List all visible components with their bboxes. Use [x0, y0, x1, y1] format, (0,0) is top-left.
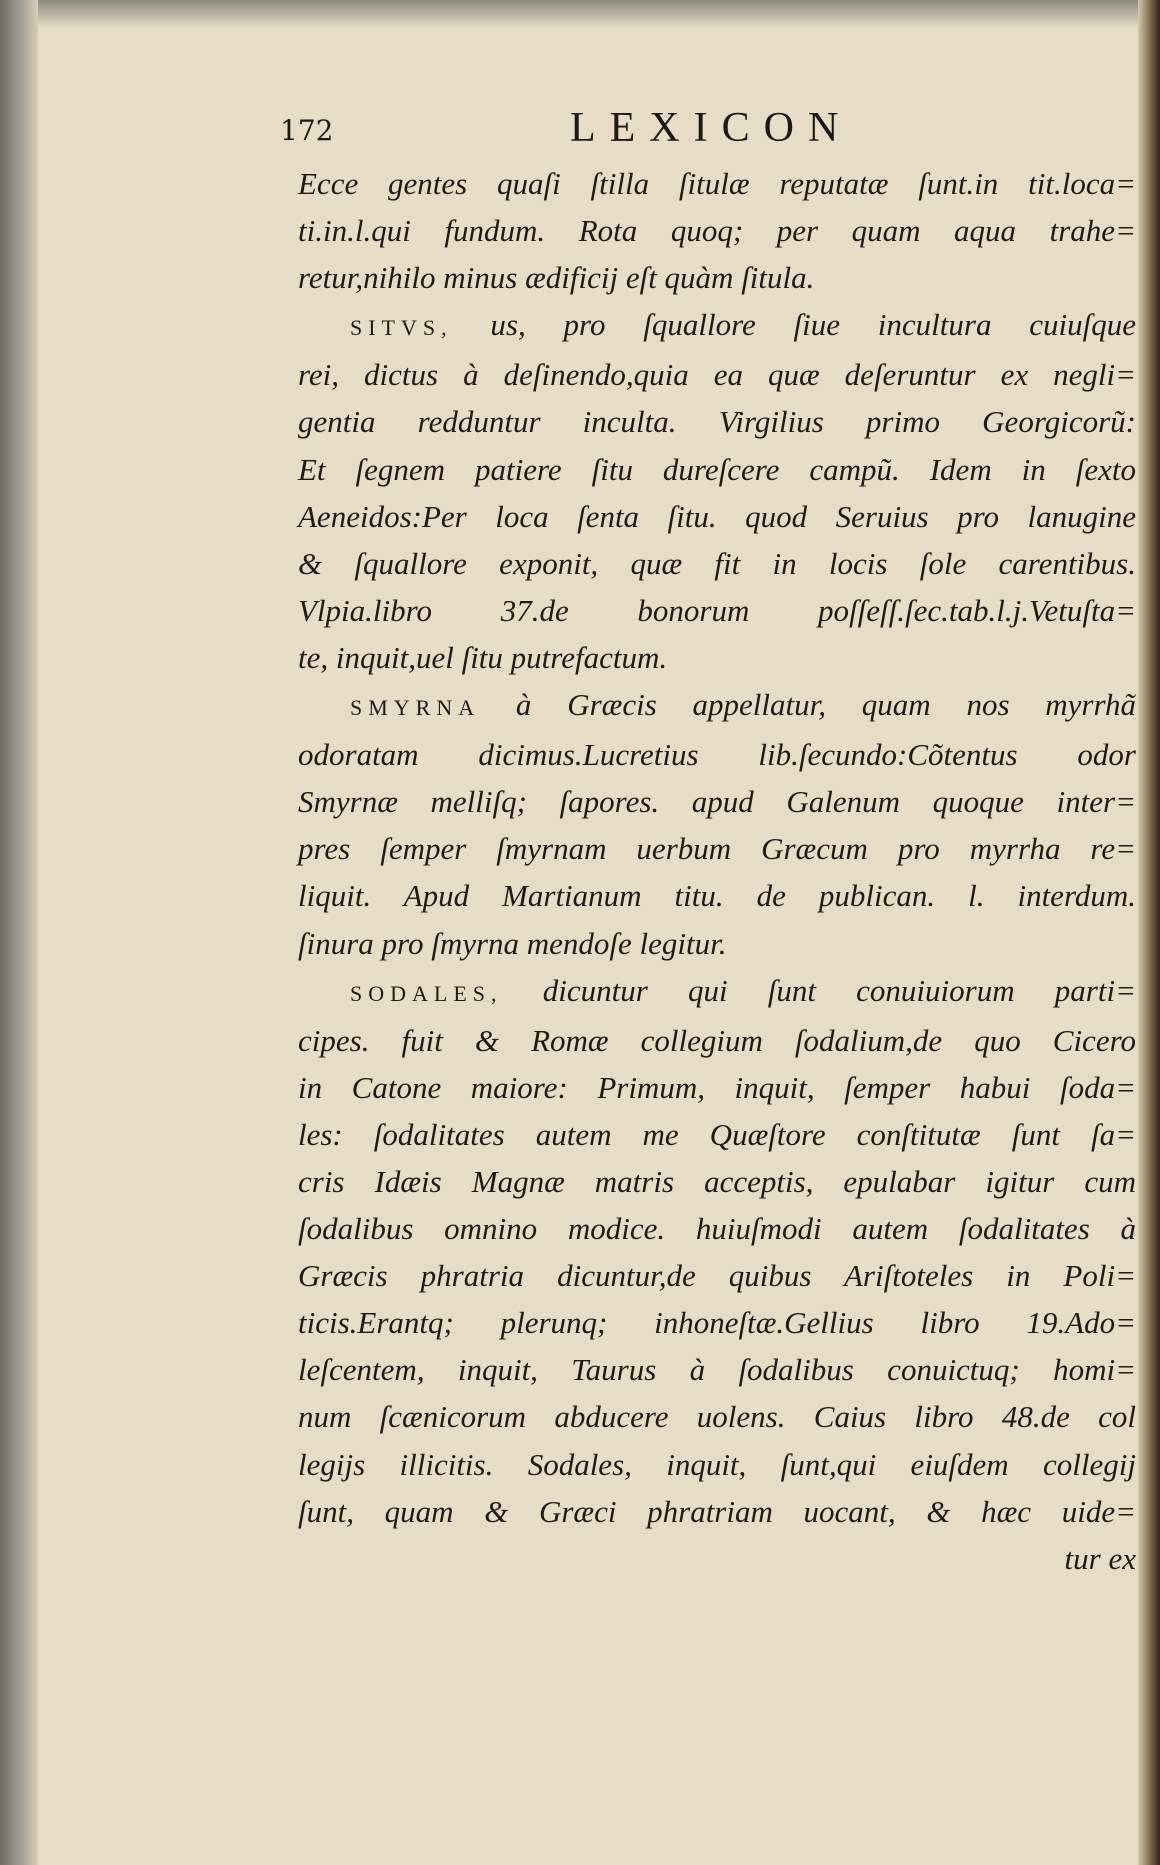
- text-line: ſodalibus omnino modice. huiuſmodi autem ſodalitates à: [298, 1211, 1136, 1247]
- scan-left-shadow: [0, 0, 38, 1865]
- page-right-edge: [1138, 0, 1160, 1865]
- entry-first-line: [298, 967, 1136, 1017]
- text-line: pres ſemper ſmyrnam uerbum Græcum pro myrrha re=: [298, 831, 1136, 867]
- text-line: Et ſegnem patiere ſitu dureſcere campũ. Idem in ſexto: [298, 451, 1136, 487]
- body-text: [298, 160, 1136, 1582]
- headword: SMYRNA: [350, 695, 481, 721]
- text-line: ticis.Erantq; plerunq; inhoneſtæ.Gellius libro 19.Ado=: [298, 1305, 1136, 1341]
- text-line: gentia redduntur inculta. Virgilius primo Georgicorũ:: [298, 404, 1136, 440]
- text-line: ſunt, quam & Græci phratriam uocant, & hæc uide=: [298, 1493, 1136, 1529]
- text-line: leſcentem, inquit, Taurus à ſodalibus conuictuq; homi=: [298, 1352, 1136, 1388]
- text-line: Vlpia.libro 37.de bonorum poſſeſſ.ſec.tab.l.j.Vetuſta=: [298, 592, 1136, 628]
- headword: SITVS,: [350, 315, 453, 341]
- text-line: legijs illicitis. Sodales, inquit, ſunt,qui eiuſdem collegij: [298, 1446, 1136, 1482]
- text-line: les: ſodalitates autem me Quæſtore conſtitutæ ſunt ſa=: [298, 1116, 1136, 1152]
- text-line: Ecce gentes quaſi ſtilla ſitulæ reputatæ ſunt.in tit.loca=: [298, 166, 1136, 201]
- text-line: & ſquallore exponit, quæ fit in locis ſole carentibus.: [298, 545, 1136, 581]
- headword: SODALES,: [350, 980, 503, 1006]
- text-line: dicuntur qui ſunt conuiuiorum parti=: [542, 972, 1136, 1008]
- running-title: LEXICON: [570, 105, 853, 151]
- text-line: Aeneidos:Per loca ſenta ſitu. quod Seruius pro lanugine: [298, 498, 1136, 534]
- catchword: tur ex: [1064, 1540, 1136, 1576]
- text-line: à Græcis appellatur, quam nos myrrhã: [515, 687, 1136, 723]
- text-line: te, inquit,uel ſitu putrefactum.: [298, 639, 668, 675]
- text-line: cris Idæis Magnæ matris acceptis, epulabar igitur cum: [298, 1163, 1136, 1199]
- text-line: Græcis phratria dicuntur,de quibus Ariſtoteles in Poli=: [298, 1258, 1136, 1294]
- text-line: us, pro ſquallore ſiue incultura cuiuſque: [490, 307, 1136, 343]
- text-line: ti.in.l.qui fundum. Rota quoq; per quam aqua trahe=: [298, 213, 1136, 249]
- text-line: odoratam dicimus.Lucretius lib.ſecundo:Cõtentus odor: [298, 737, 1136, 773]
- text-line: num ſcænicorum abducere uolens. Caius libro 48.de col: [298, 1399, 1136, 1435]
- text-line: liquit. Apud Martianum titu. de publican. l. interdum.: [298, 878, 1136, 914]
- page-header: [280, 104, 1080, 151]
- text-line: retur,nihilo minus ædificij eſt quàm ſitula.: [298, 260, 815, 296]
- text-line: Smyrnæ melliſq; ſapores. apud Galenum quoque inter=: [298, 784, 1136, 820]
- text-line: cipes. fuit & Romæ collegium ſodalium,de quo Cicero: [298, 1022, 1136, 1058]
- text-line: ſinura pro ſmyrna mendoſe legitur.: [298, 925, 727, 961]
- entry-first-line: [298, 301, 1136, 351]
- text-line: rei, dictus à deſinendo,quia ea quæ deſeruntur ex negli=: [298, 357, 1136, 393]
- scan-top-shadow: [0, 0, 1160, 28]
- entry-first-line: [298, 681, 1136, 731]
- text-line: in Catone maiore: Primum, inquit, ſemper habui ſoda=: [298, 1069, 1136, 1105]
- page-number: 172: [280, 114, 334, 147]
